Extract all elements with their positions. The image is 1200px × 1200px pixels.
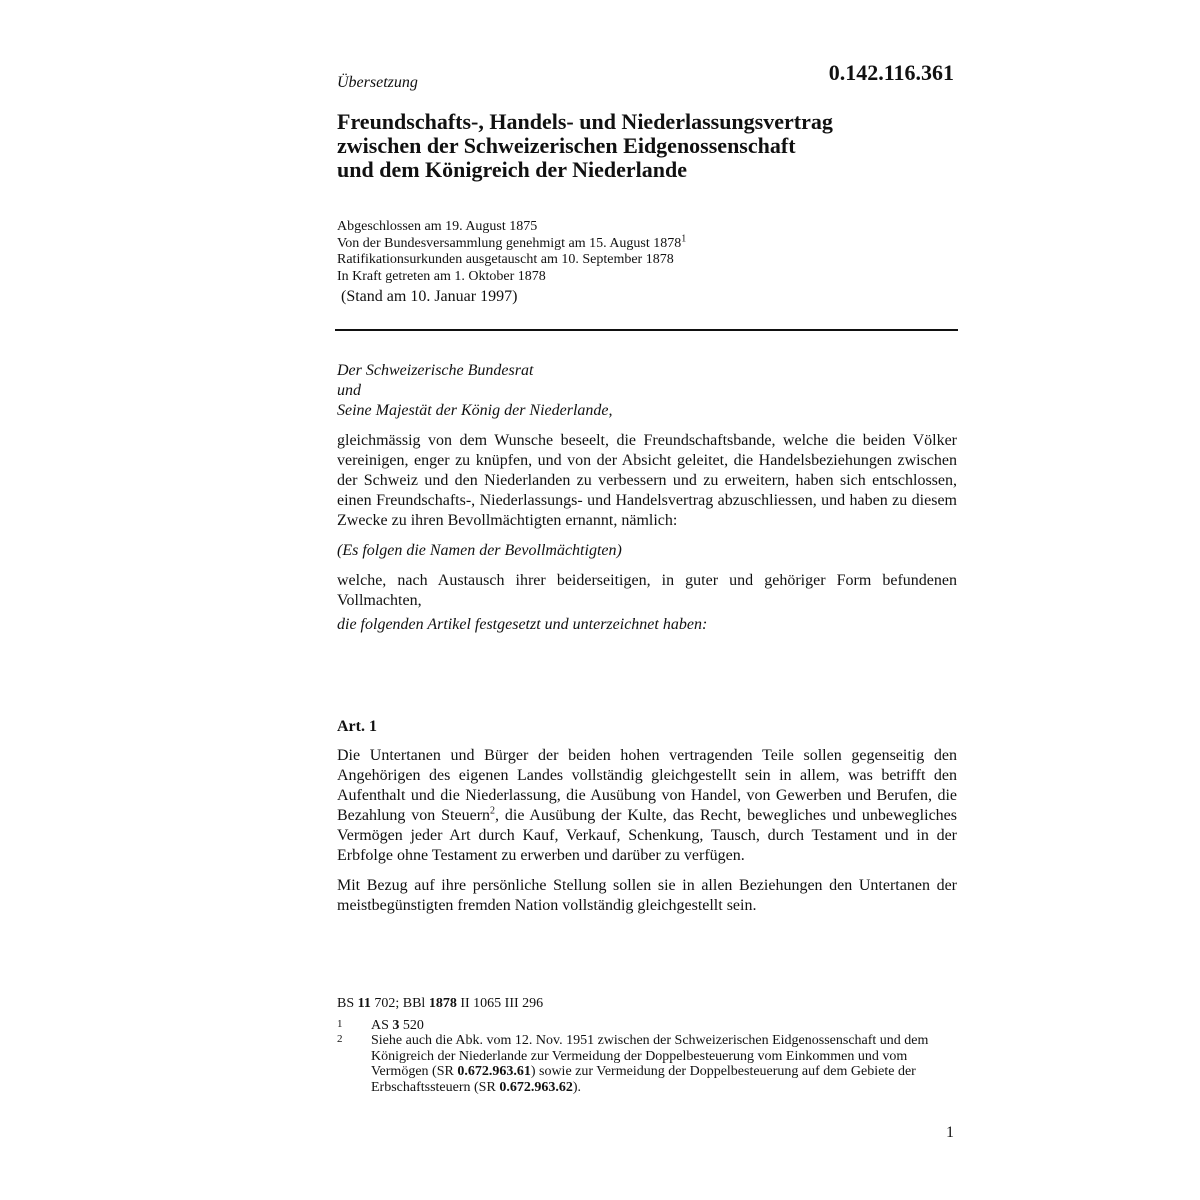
footnote-2 <box>337 1033 957 1095</box>
preamble <box>337 361 957 635</box>
sr-link-2[interactable]: 0.672.963.62 <box>499 1079 573 1095</box>
ratification-date: Ratifikationsurkunden ausgetauscht am 10. September 1878 <box>337 252 674 267</box>
approved-date: Von der Bundesversammlung genehmigt am 15. August 1878 <box>337 235 682 251</box>
treaty-metadata <box>337 219 957 306</box>
in-force-date: In Kraft getreten am 1. Oktober 1878 <box>337 268 546 284</box>
article-1-heading: Art. 1 <box>337 718 377 735</box>
footnote-text-b: ) sowie zur Vermeidung der Doppelbesteuerung auf dem Gebiete der Erbschaftssteuern (SR <box>371 1064 916 1095</box>
article-1-text-a: Die Untertanen und Bürger der beiden hohen vertragenden Teile sollen gegenseitig den Angehörigen des eigenen Landes vollständig gleichgestellt sein in allem, was betrifft den Aufenthalt und die Niederlassung, die Ausübung von Handel, von Gewerben und Berufen, die Bezahlung von Steuern <box>337 747 957 824</box>
preamble-agreed: die folgenden Artikel festgesetzt und unterzeichnet haben: <box>337 616 708 633</box>
party-swiss: Der Schweizerische Bundesrat <box>337 362 534 379</box>
party-conjunction: und <box>337 382 361 399</box>
page-number: 1 <box>946 1124 954 1141</box>
footnote-number: 1 <box>337 1017 343 1030</box>
sr-number: 0.142.116.361 <box>828 60 954 85</box>
approval-line <box>337 232 957 253</box>
status-date: (Stand am 10. Januar 1997) <box>341 288 518 305</box>
footnote-text-c: ). <box>572 1079 581 1095</box>
footnote-text <box>371 1033 957 1095</box>
concluded-date: Abgeschlossen am 19. August 1875 <box>337 219 538 234</box>
article-1-paragraph-2: Mit Bezug auf ihre persönliche Stellung sollen sie in allen Beziehungen den Untertanen der meistbegünstigten fremden Nation vollständig gleichgestellt sein. <box>337 877 957 914</box>
footnote-text-a: Siehe auch die Abk. vom 12. Nov. 1951 zwischen der Schweizerischen Eidgenossenschaft und dem Königreich der Niederlande zur Vermeidung der Doppelbesteuerung vom Einkommen und vom Vermögen (SR <box>371 1033 929 1079</box>
preamble-intent: gleichmässig von dem Wunsche beseelt, die Freundschaftsbande, welche die beiden Völker vereinigen, enger zu knüpfen, und von der Absicht geleitet, die Handelsbeziehungen zwischen der Schweiz und den Niederlanden zu verbessern und zu erweitern, haben sich entschlossen, einen Freundschafts-, Niederlassungs- und Handelsvertrag abzuschliessen, und haben zu diesem Zwecke zu ihren Bevollmächtigten ernannt, nämlich: <box>337 432 957 529</box>
footnote-number: 2 <box>337 1033 343 1045</box>
sr-link-1[interactable]: 0.672.963.61 <box>457 1064 531 1079</box>
article-1-body <box>337 746 957 916</box>
title-line: Freundschafts-, Handels- und Niederlassungsvertrag <box>337 109 833 134</box>
article-1-paragraph-1 <box>337 746 957 866</box>
as-label: AS <box>371 1017 393 1033</box>
footnote-text <box>371 1018 957 1034</box>
header-divider <box>335 329 958 331</box>
bs-volume: 11 <box>357 996 371 1011</box>
footnote-ref-2[interactable]: 2 <box>490 805 496 817</box>
document-title <box>337 110 957 182</box>
bbl-rest: II 1065 III 296 <box>456 996 544 1011</box>
footnotes <box>337 996 957 1095</box>
bs-page: 702; BBl <box>370 996 429 1011</box>
footnote-1 <box>337 1018 957 1034</box>
preamble-exchange: welche, nach Austausch ihrer beiderseitigen, in guter und gehöriger Form befundenen Vollmachten, <box>337 572 957 609</box>
title-line: zwischen der Schweizerischen Eidgenossenschaft <box>337 133 796 158</box>
source-reference <box>337 996 957 1012</box>
as-page: 520 <box>399 1017 424 1033</box>
footnote-ref-1[interactable]: 1 <box>681 232 687 244</box>
bs-label: BS <box>337 996 358 1011</box>
title-line: und dem Königreich der Niederlande <box>337 157 687 182</box>
translation-label: Übersetzung <box>337 74 418 91</box>
as-volume: 3 <box>392 1017 400 1033</box>
article-1-text-b: , die Ausübung der Kulte, das Recht, bewegliches und unbewegliches Vermögen jeder Art durch Kauf, Verkauf, Schenkung, Tausch, durch Testament und in der Erbfolge ohne Testament zu erwerben und darüber zu verfügen. <box>337 807 958 864</box>
bbl-year: 1878 <box>428 996 457 1011</box>
plenipotentiaries-note: (Es folgen die Namen der Bevollmächtigten) <box>337 542 622 559</box>
party-netherlands: Seine Majestät der König der Niederlande, <box>337 402 613 419</box>
